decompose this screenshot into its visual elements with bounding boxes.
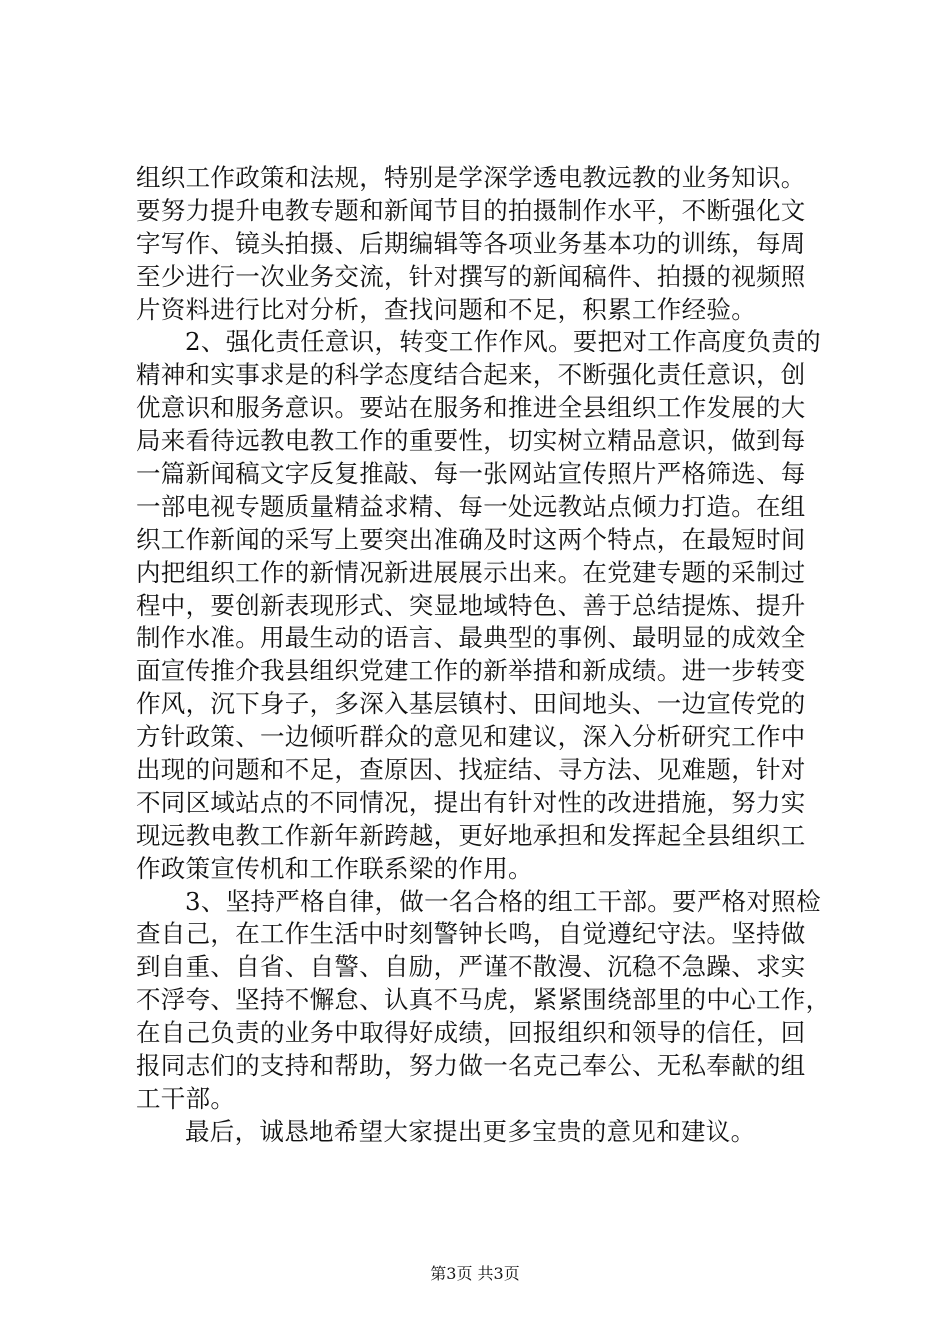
text-line: 内把组织工作的新情况新进展展示出来。在党建专题的采制过 bbox=[136, 557, 806, 587]
text-line: 在自己负责的业务中取得好成绩，回报组织和领导的信任，回 bbox=[136, 1018, 806, 1048]
page-number: 第3页 共3页 bbox=[430, 1264, 520, 1283]
text-line: 现远教电教工作新年新跨越，更好地承担和发挥起全县组织工 bbox=[136, 820, 806, 850]
paragraph-start-line: 最后，诚恳地希望大家提出更多宝贵的意见和建议。 bbox=[185, 1116, 756, 1146]
document-body bbox=[136, 162, 836, 1149]
text-line: 局来看待远教电教工作的重要性，切实树立精品意识，做到每 bbox=[136, 426, 806, 456]
paragraph-start-line: 3、坚持严格自律，做一名合格的组工干部。要严格对照检 bbox=[185, 886, 821, 916]
text-line: 作政策宣传机和工作联系梁的作用。 bbox=[136, 853, 533, 883]
text-line: 不浮夸、坚持不懈怠、认真不马虎，紧紧围绕部里的中心工作， bbox=[136, 985, 831, 1015]
paragraph-start-line: 2、强化责任意识，转变工作作风。要把对工作高度负责的 bbox=[185, 327, 821, 357]
text-line: 程中，要创新表现形式、突显地域特色、善于总结提炼、提升 bbox=[136, 590, 806, 620]
text-line: 组织工作政策和法规，特别是学深学透电教远教的业务知识。 bbox=[136, 163, 806, 192]
text-line: 不同区域站点的不同情况，提出有针对性的改进措施，努力实 bbox=[136, 787, 806, 817]
text-line: 工干部。 bbox=[136, 1083, 236, 1113]
text-line: 要努力提升电教专题和新闻节目的拍摄制作水平，不断强化文 bbox=[136, 195, 806, 225]
text-line: 报同志们的支持和帮助，努力做一名克己奉公、无私奉献的组 bbox=[136, 1051, 806, 1081]
text-line: 精神和实事求是的科学态度结合起来，不断强化责任意识，创 bbox=[136, 360, 806, 390]
text-line: 至少进行一次业务交流，针对撰写的新闻稿件、拍摄的视频照 bbox=[136, 261, 806, 291]
text-line: 出现的问题和不足，查原因、找症结、寻方法、见难题，针对 bbox=[136, 755, 806, 785]
text-line: 制作水准。用最生动的语言、最典型的事例、最明显的成效全 bbox=[136, 623, 806, 653]
text-line: 方针政策、一边倾听群众的意见和建议，深入分析研究工作中 bbox=[136, 722, 806, 752]
text-line: 字写作、镜头拍摄、后期编辑等各项业务基本功的训练，每周 bbox=[136, 228, 806, 258]
text-line: 优意识和服务意识。要站在服务和推进全县组织工作发展的大 bbox=[136, 393, 806, 423]
text-line: 一部电视专题质量精益求精、每一处远教站点倾力打造。在组 bbox=[136, 491, 806, 521]
text-line: 织工作新闻的采写上要突出准确及时这两个特点，在最短时间 bbox=[136, 524, 806, 554]
text-line: 到自重、自省、自警、自励，严谨不散漫、沉稳不急躁、求实 bbox=[136, 952, 806, 982]
text-line: 片资料进行比对分析，查找问题和不足，积累工作经验。 bbox=[136, 294, 756, 324]
page-footer bbox=[0, 1264, 950, 1284]
text-line: 面宣传推介我县组织党建工作的新举措和新成绩。进一步转变 bbox=[136, 656, 806, 686]
text-line: 一篇新闻稿文字反复推敲、每一张网站宣传照片严格筛选、每 bbox=[136, 459, 806, 489]
text-line: 作风，沉下身子，多深入基层镇村、田间地头、一边宣传党的 bbox=[136, 689, 806, 719]
text-line: 查自己，在工作生活中时刻警钟长鸣，自觉遵纪守法。坚持做 bbox=[136, 919, 806, 949]
